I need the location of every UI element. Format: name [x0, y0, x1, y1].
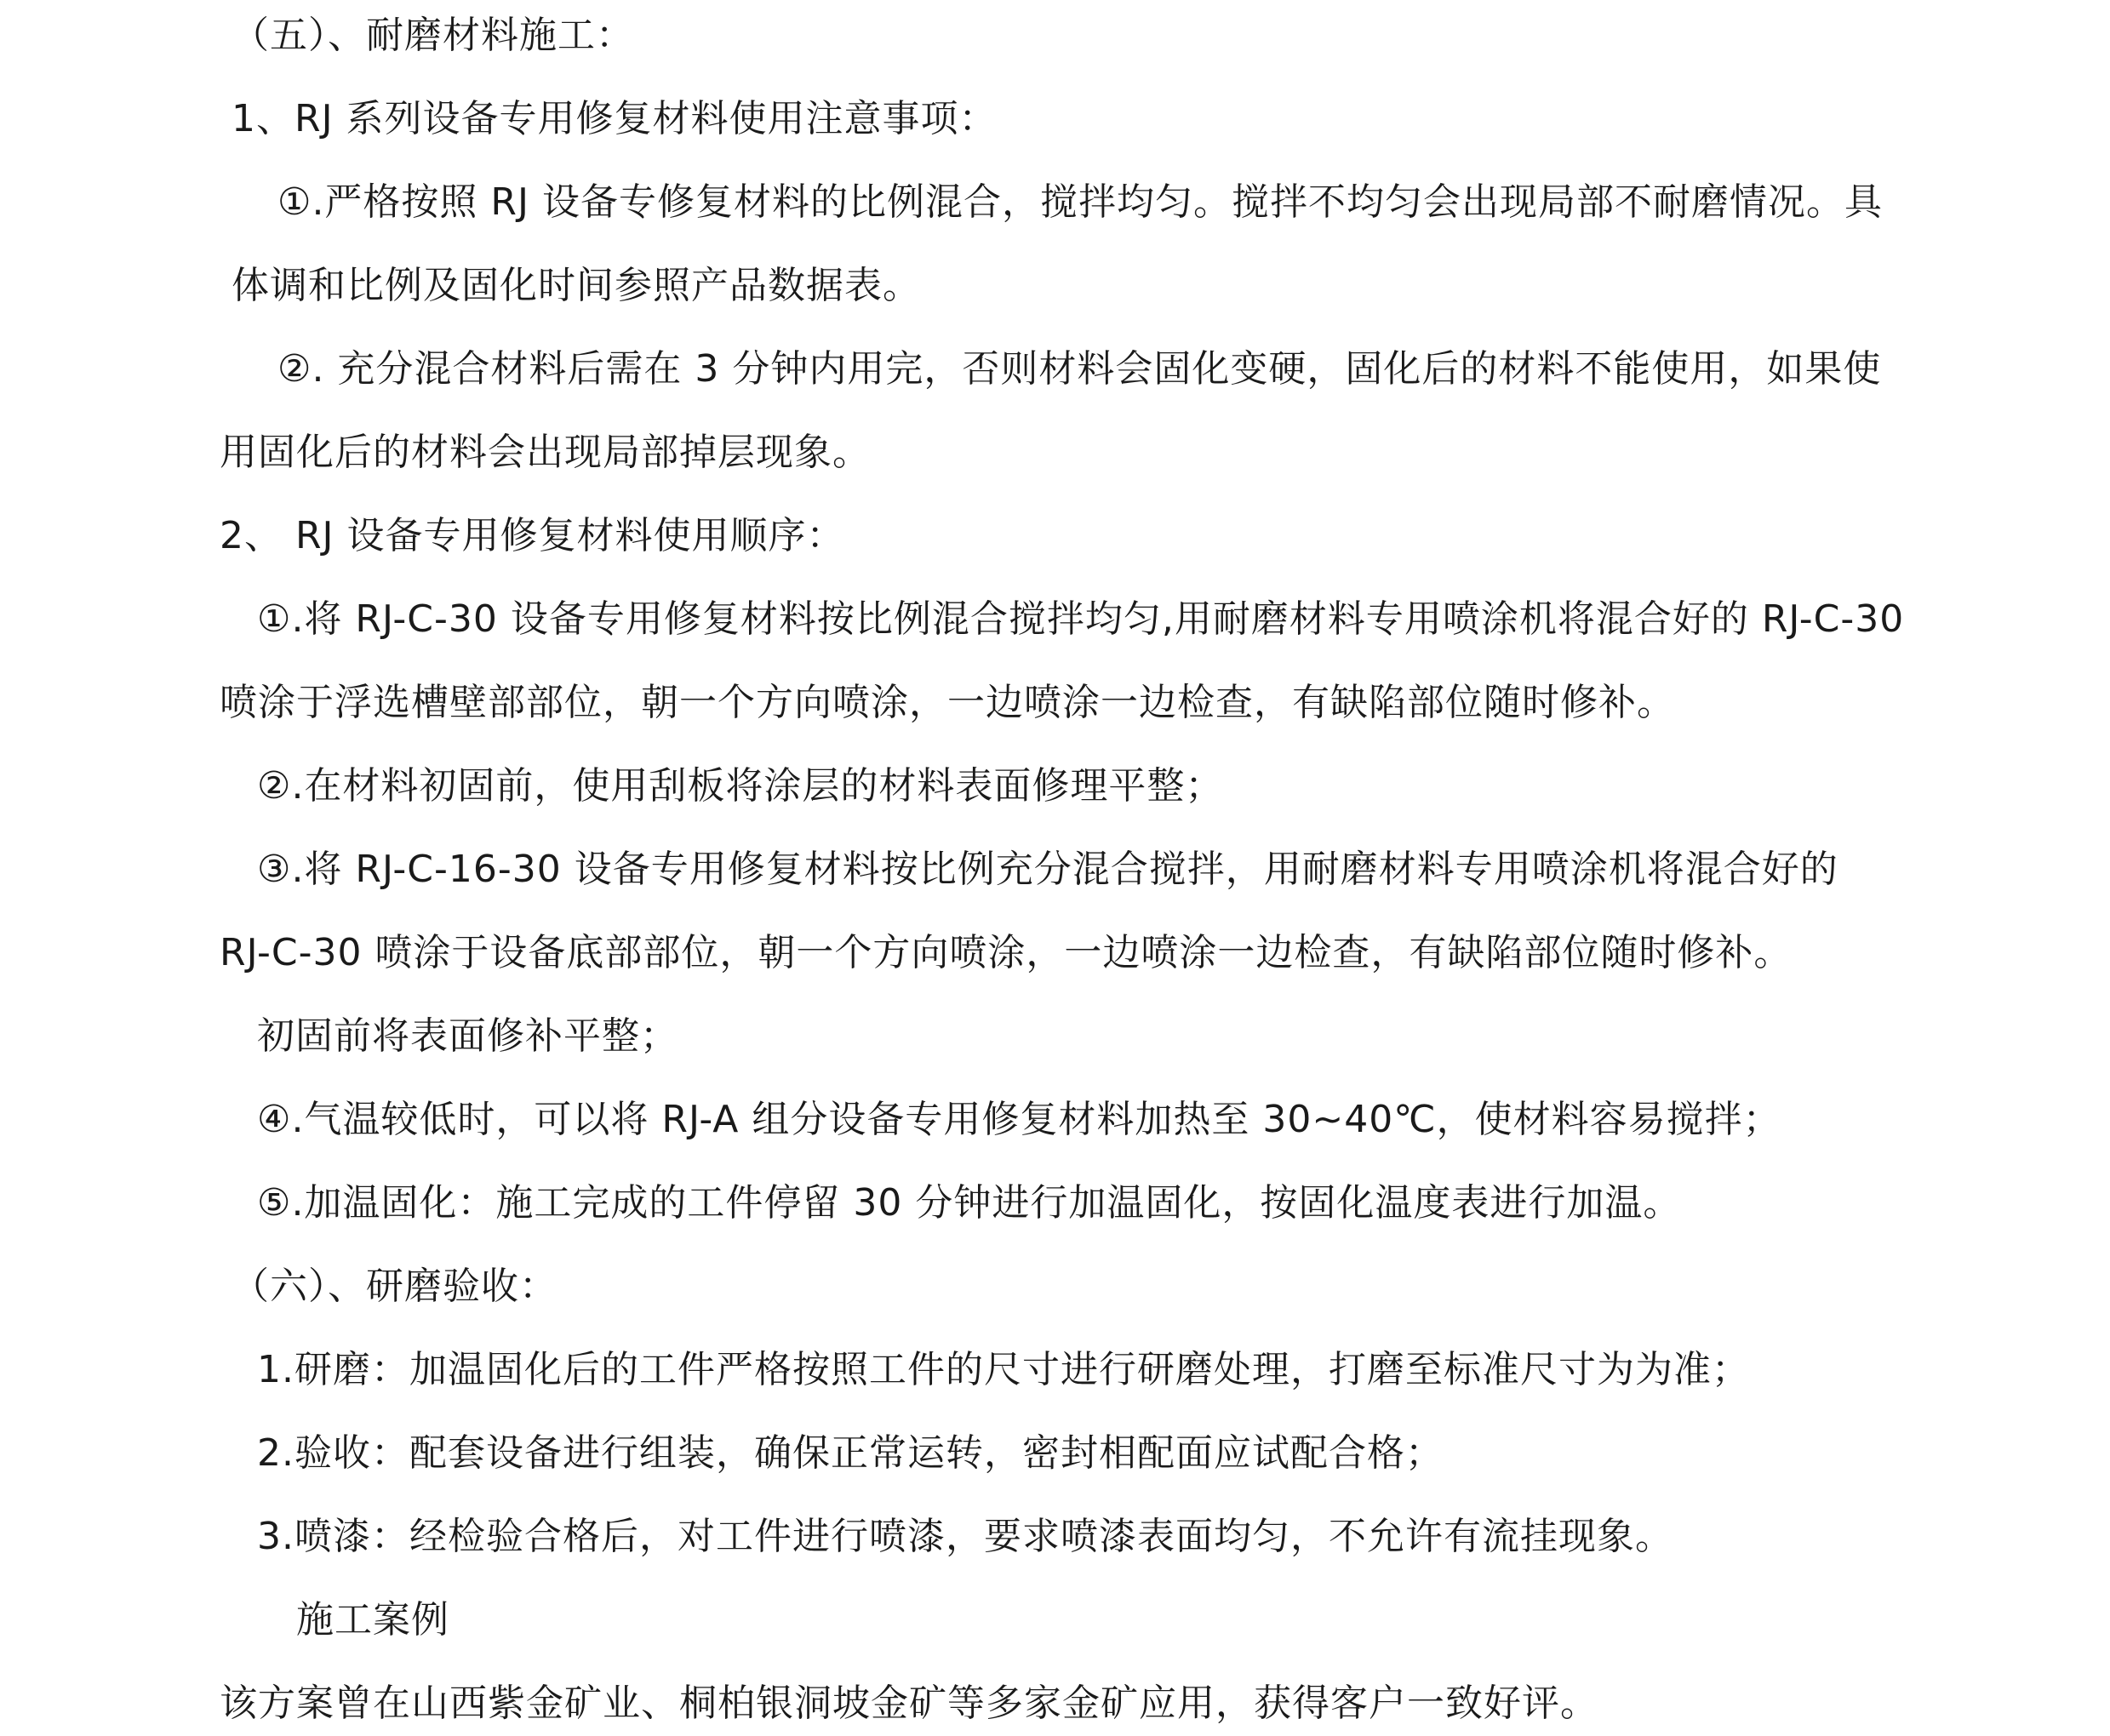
paragraph-line: 初固前将表面修补平整；	[257, 1014, 678, 1058]
paragraph-line: 3.喷漆：经检验合格后，对工件进行喷漆，要求喷漆表面均匀，不允许有流挂现象。	[257, 1515, 1673, 1558]
paragraph-line: ③.将 RJ-C-16-30 设备专用修复材料按比例充分混合搅拌，用耐磨材料专用喷涂机将混合好的	[257, 848, 1838, 891]
paragraph-line: 该方案曾在山西紫金矿业、桐柏银洞坡金矿等多家金矿应用，获得客户一致好评。	[220, 1682, 1598, 1725]
section-heading-6: （六）、研磨验收：	[232, 1265, 558, 1308]
subheading-precautions: 1、RJ 系列设备专用修复材料使用注意事项：	[232, 97, 998, 140]
paragraph-line: 2.验收：配套设备进行组装，确保正常运转，密封相配面应试配合格；	[257, 1431, 1444, 1475]
paragraph-line: ①.将 RJ-C-30 设备专用修复材料按比例混合搅拌均匀,用耐磨材料专用喷涂机将混合好的 RJ-C-30	[257, 597, 1905, 641]
paragraph-line: ④.气温较低时，可以将 RJ-A 组分设备专用修复材料加热至 30~40℃，使材料容易搅拌；	[257, 1098, 1781, 1141]
paragraph-line: ②. 充分混合材料后需在 3 分钟内用完，否则材料会固化变硬，固化后的材料不能使用，如果使	[277, 347, 1882, 391]
subheading-case: 施工案例	[296, 1598, 449, 1642]
paragraph-line: 喷涂于浮选槽壁部部位，朝一个方向喷涂，一边喷涂一边检查，有缺陷部位随时修补。	[220, 681, 1675, 724]
paragraph-line: ①.严格按照 RJ 设备专修复材料的比例混合，搅拌均匀。搅拌不均匀会出现局部不耐磨情况。具	[277, 180, 1883, 224]
paragraph-line: RJ-C-30 喷涂于设备底部部位，朝一个方向喷涂，一边喷涂一边检查，有缺陷部位随时修补。	[220, 931, 1793, 974]
paragraph-line: ②.在材料初固前，使用刮板将涂层的材料表面修理平整；	[257, 764, 1224, 808]
paragraph-line: 用固化后的材料会出现局部掉层现象。	[220, 431, 871, 474]
paragraph-line: ⑤.加温固化：施工完成的工件停留 30 分钟进行加温固化，按固化温度表进行加温。	[257, 1181, 1682, 1225]
section-heading-5: （五）、耐磨材料施工：	[232, 14, 634, 57]
paragraph-line: 体调和比例及固化时间参照产品数据表。	[232, 264, 921, 307]
paragraph-line: 1.研磨：加温固化后的工件严格按照工件的尺寸进行研磨处理，打磨至标准尺寸为为准；	[257, 1348, 1750, 1391]
subheading-sequence: 2、 RJ 设备专用修复材料使用顺序：	[220, 514, 845, 557]
